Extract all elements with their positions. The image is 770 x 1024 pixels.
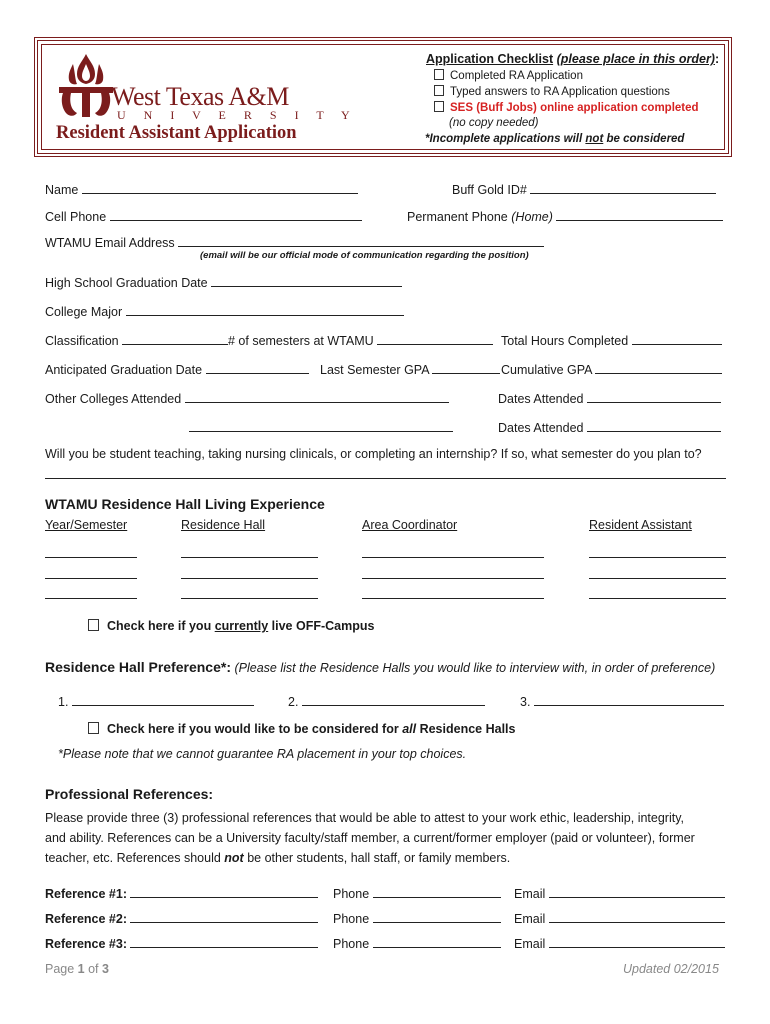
other-colleges-input-2[interactable] — [189, 418, 453, 432]
dates-attended-input-2[interactable] — [587, 418, 721, 432]
preference-1-label: 1. — [58, 695, 69, 709]
col-year-semester: Year/Semester — [45, 518, 128, 532]
references-heading: Professional References: — [45, 786, 214, 802]
classification-label: Classification — [45, 334, 119, 348]
year-semester-input[interactable] — [45, 578, 137, 579]
all-halls-all: all — [402, 722, 417, 736]
name-label: Name — [45, 183, 79, 197]
buff-gold-id-field — [452, 180, 716, 197]
col-area-coordinator: Area Coordinator — [362, 518, 458, 532]
semesters-input[interactable] — [377, 331, 493, 345]
checkbox-icon[interactable] — [434, 69, 444, 80]
checklist-item-label: SES (Buff Jobs) online application completed — [450, 102, 699, 114]
dates-attended-label: Dates Attended — [498, 392, 584, 406]
college-major-label: College Major — [45, 305, 123, 319]
updated-date: Updated 02/2015 — [623, 962, 719, 976]
other-colleges-field — [45, 389, 449, 406]
resident-assistant-input[interactable] — [589, 557, 726, 558]
off-campus-pre: Check here if you — [107, 619, 215, 633]
last-gpa-input[interactable] — [432, 360, 500, 374]
preference-2-input[interactable] — [302, 692, 485, 706]
area-coordinator-input[interactable] — [362, 598, 544, 599]
last-gpa-label: Last Semester GPA — [320, 363, 429, 377]
checklist-title: Application Checklist — [426, 52, 554, 66]
university-logo-icon — [55, 50, 117, 120]
para-line3-pre: teacher, etc. References should — [45, 851, 225, 865]
cell-phone-label: Cell Phone — [45, 210, 107, 224]
checkbox-icon[interactable] — [88, 722, 99, 734]
permanent-phone-input[interactable] — [556, 207, 723, 221]
preference-1-input[interactable] — [72, 692, 254, 706]
last-gpa-field — [320, 360, 500, 377]
of-word: of — [84, 962, 102, 976]
total-hours-field — [501, 331, 722, 348]
living-heading: WTAMU Residence Hall Living Experience — [45, 496, 325, 512]
classification-input[interactable] — [122, 331, 228, 345]
residence-hall-input[interactable] — [181, 578, 318, 579]
year-semester-input[interactable] — [45, 598, 137, 599]
no-copy-note: (no copy needed) — [449, 117, 539, 129]
dates-attended-label: Dates Attended — [498, 421, 584, 435]
logo-name: West Texas A&M — [111, 82, 289, 111]
incomplete-warning — [425, 133, 684, 145]
preference-3-input[interactable] — [534, 692, 724, 706]
all-halls-post: Residence Halls — [416, 722, 516, 736]
reference-1-field — [45, 884, 318, 901]
reference-email-input[interactable] — [549, 934, 725, 948]
checklist-item — [434, 85, 670, 98]
col-resident-assistant: Resident Assistant — [589, 518, 692, 532]
references-para-line: and ability. References can be a University faculty/staff member, a current/former employer (paid or volunteer), former — [45, 831, 695, 845]
reference-3-field — [45, 934, 318, 951]
reference-1-phone-field — [333, 884, 501, 901]
preference-heading: Residence Hall Preference*: — [45, 659, 231, 675]
semesters-label: # of semesters at WTAMU — [228, 334, 374, 348]
reference-3-phone-field — [333, 934, 501, 951]
checklist-item-label: Typed answers to RA Application questions — [450, 86, 670, 98]
cell-phone-field — [45, 207, 362, 224]
reference-phone-input[interactable] — [373, 909, 501, 923]
reference-name-input[interactable] — [130, 884, 318, 898]
reference-label: Reference #3: — [45, 937, 127, 951]
off-campus-post: live OFF-Campus — [268, 619, 375, 633]
semesters-field — [228, 331, 493, 348]
para-line3-not: not — [224, 851, 244, 865]
hs-graduation-field — [45, 273, 402, 290]
phone-label: Phone — [333, 887, 370, 901]
reference-phone-input[interactable] — [373, 934, 501, 948]
other-colleges-input[interactable] — [185, 389, 449, 403]
cumulative-gpa-label: Cumulative GPA — [501, 363, 592, 377]
cumulative-gpa-input[interactable] — [595, 360, 722, 374]
phone-label: Phone — [333, 937, 370, 951]
checklist-colon: : — [714, 52, 720, 66]
incomplete-not: not — [585, 133, 604, 145]
checklist-heading — [426, 52, 719, 66]
phone-label: Phone — [333, 912, 370, 926]
hs-graduation-label: High School Graduation Date — [45, 276, 208, 290]
placement-note: *Please note that we cannot guarantee RA placement in your top choices. — [58, 747, 467, 761]
email-label: Email — [514, 887, 546, 901]
preference-2-label: 2. — [288, 695, 299, 709]
checklist-item — [434, 101, 699, 114]
other-colleges-field-2 — [189, 418, 453, 435]
checkbox-icon[interactable] — [434, 85, 444, 96]
email-input[interactable] — [178, 233, 544, 247]
references-para-line — [45, 851, 510, 865]
email-label: Email — [514, 912, 546, 926]
off-campus-checkbox-row[interactable] — [88, 619, 374, 633]
reference-name-input[interactable] — [130, 934, 318, 948]
college-major-input[interactable] — [126, 302, 404, 316]
name-input[interactable] — [82, 180, 358, 194]
email-note: (email will be our official mode of communication regarding the position) — [200, 250, 529, 261]
reference-3-email-field — [514, 934, 725, 951]
total-hours-input[interactable] — [632, 331, 722, 345]
para-line3-post: be other students, hall staff, or family members. — [243, 851, 511, 865]
resident-assistant-input[interactable] — [589, 598, 726, 599]
preference-2-field — [288, 692, 485, 709]
reference-name-input[interactable] — [130, 909, 318, 923]
anticipated-grad-input[interactable] — [206, 360, 309, 374]
buff-gold-id-label: Buff Gold ID# — [452, 183, 527, 197]
checkbox-icon[interactable] — [88, 619, 99, 631]
buff-gold-id-input[interactable] — [530, 180, 716, 194]
email-label: WTAMU Email Address — [45, 236, 175, 250]
checklist-title-note: (please place in this order) — [556, 52, 715, 66]
dates-attended-field — [498, 389, 721, 406]
logo-university: U N I V E R S I T Y — [117, 108, 358, 122]
reference-2-field — [45, 909, 318, 926]
page-number — [45, 962, 109, 976]
checklist-item-label: Completed RA Application — [450, 70, 583, 82]
student-teaching-question: Will you be student teaching, taking nursing clinicals, or completing an internship? If so, what semester do you plan to? — [45, 447, 702, 461]
all-halls-checkbox-row[interactable] — [88, 722, 515, 736]
dates-attended-field-2 — [498, 418, 721, 435]
preference-heading-row — [45, 659, 715, 675]
reference-email-input[interactable] — [549, 909, 725, 923]
incomplete-pre: *Incomplete applications will — [425, 133, 586, 145]
cumulative-gpa-field — [501, 360, 722, 377]
anticipated-grad-field — [45, 360, 309, 377]
other-colleges-label: Other Colleges Attended — [45, 392, 182, 406]
reference-1-email-field — [514, 884, 725, 901]
permanent-phone-label: Permanent Phone — [407, 210, 512, 224]
student-teaching-answer-line[interactable] — [45, 478, 726, 479]
area-coordinator-input[interactable] — [362, 578, 544, 579]
reference-label: Reference #2: — [45, 912, 127, 926]
preference-instruction: (Please list the Residence Halls you would like to interview with, in order of preference) — [234, 661, 716, 675]
resident-assistant-input[interactable] — [589, 578, 726, 579]
checklist-item — [434, 69, 583, 82]
all-halls-pre: Check here if you would like to be considered for — [107, 722, 403, 736]
residence-hall-input[interactable] — [181, 598, 318, 599]
page-num: 1 — [77, 962, 85, 976]
incomplete-post: be considered — [603, 133, 685, 145]
preference-3-label: 3. — [520, 695, 531, 709]
preference-1-field — [58, 692, 254, 709]
area-coordinator-input[interactable] — [362, 557, 544, 558]
cell-phone-input[interactable] — [110, 207, 362, 221]
name-field — [45, 180, 358, 197]
email-field — [45, 233, 544, 250]
page-word: Page — [45, 962, 78, 976]
dates-attended-input[interactable] — [587, 389, 721, 403]
college-major-field — [45, 302, 404, 319]
permanent-phone-field — [407, 207, 723, 224]
classification-field — [45, 331, 228, 348]
year-semester-input[interactable] — [45, 557, 137, 558]
email-label: Email — [514, 937, 546, 951]
reference-2-email-field — [514, 909, 725, 926]
total-hours-label: Total Hours Completed — [501, 334, 629, 348]
checkbox-icon[interactable] — [434, 101, 444, 112]
page-total: 3 — [102, 962, 109, 976]
preference-3-field — [520, 692, 724, 709]
reference-phone-input[interactable] — [373, 884, 501, 898]
col-residence-hall: Residence Hall — [181, 518, 266, 532]
references-para-line: Please provide three (3) professional references that would be able to attest to your work ethic, leadership, integrity, — [45, 811, 685, 825]
hs-graduation-input[interactable] — [211, 273, 402, 287]
permanent-phone-note: (Home) — [511, 210, 553, 224]
residence-hall-input[interactable] — [181, 557, 318, 558]
reference-2-phone-field — [333, 909, 501, 926]
reference-email-input[interactable] — [549, 884, 725, 898]
anticipated-grad-label: Anticipated Graduation Date — [45, 363, 203, 377]
form-title: Resident Assistant Application — [56, 123, 297, 143]
off-campus-currently: currently — [214, 619, 269, 633]
reference-label: Reference #1: — [45, 887, 127, 901]
